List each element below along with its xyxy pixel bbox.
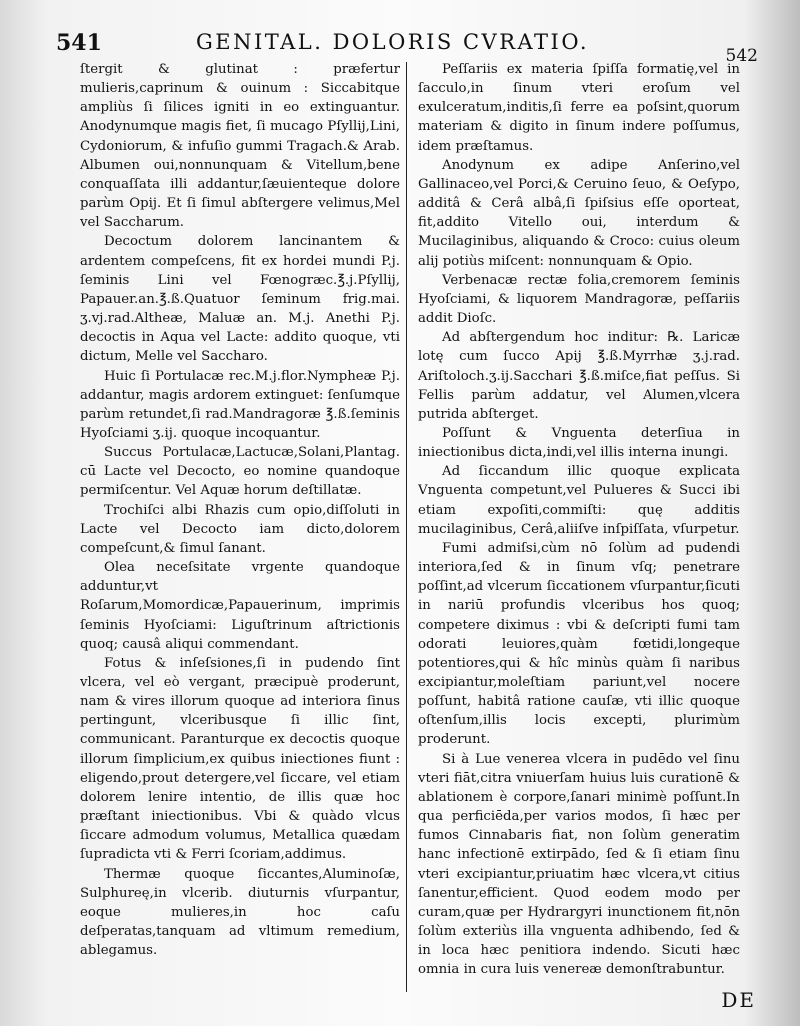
paragraph: Thermæ quoque ſiccantes,Aluminoſæ, Sulphureę,in vlcerib. diuturnis vſurpantur, eoque mulieres,in hoc caſu deſperatas,tanquam ad vltimum remedium, ablegamus. [80, 866, 400, 959]
paragraph: Anodynum ex adipe Anſerino,vel Gallinaceo,vel Porci,& Ceruino ſeuo, & Oeſypo, additâ & Cerâ albâ,ſi ſpiſsius eſſe oporteat, fit,addito Vitello oui, interdum & Mucilaginibus, aliquando & Croco: cuius oleum alij potiùs miſcent: nonnunquam & Opio. [418, 157, 740, 269]
catchword: DE [721, 988, 756, 1012]
paragraph: Ad abſtergendum hoc inditur: ℞. Laricæ lotę cum ſucco Apij ℥.ß.Myrrhæ ʒ.j.rad. Ariſtoloch.ʒ.ij.Sacchari ℥.ß.miſce,fiat peſſus. Si Fellis parùm addatur, vel Alumen,vlcera putrida abſterget. [418, 330, 740, 422]
paragraph: Trochiſci albi Rhazis cum opio,diſſoluti in Lacte vel Decocto iam dicto,dolorem compeſcunt,& ſimul ſanant. [80, 502, 400, 556]
page-header [56, 24, 758, 66]
paragraph: Decoctum dolorem lancinantem & ardentem compeſcens, fit ex hordei mundi P.j. ſeminis Lini vel Fœnogræc.℥.j.Pſyllij, Papauer.an.℥.ß.Quatuor ſeminum frig.mai. ʒ.vj.rad.Altheæ, Maluæ an. M.j. Anethi P.j. decoctis in Aqua vel Lacte: addito quoque, vti dictum, Melle vel Saccharo. [80, 234, 400, 365]
paragraph: Ad ſiccandum illic quoque explicata Vnguenta competunt,vel Pulueres & Succi ibi etiam expoſiti,commiſti: quę additis mucilaginibus, Cerâ,aliiſve inſpiſſata, vſurpetur. [418, 464, 740, 537]
paragraph: Huic ſi Portulacæ rec.M.j.flor.Nympheæ P.j. addantur, magis ardorem extinguet: ſenſumque parùm retundet,ſi rad.Mandragoræ ℥.ß.ſeminis Hyoſciami ʒ.ij. quoque incoquantur. [80, 368, 400, 441]
column-divider [406, 62, 407, 992]
paragraph: Fumi admiſsi,cùm nō ſolùm ad pudendi interiora,ſed & in ſinum vſq; penetrare poſſint,ad vlcerum ſiccationem vſurpantur,ſicuti in nariū profundis vlceribus hos quoq; competere diximus : vbi & deſcripti fumi tam odorati leuiores,quàm fœtidi,longeque potentiores,qui & hîc minùs quàm ſi naribus excipiantur,moleſtiam pariunt,vel nocere poſſunt, habitâ ratione cauſæ, vti illic quoque oſtenſum,illis locis excepti, plurimùm proderunt. [418, 540, 740, 748]
page-number-left: 541 [56, 30, 102, 56]
paragraph: ſtergit & glutinat : præfertur mulieris,caprinum & ouinum : Siccabitque ampliùs ſi ſilices igniti in eo extinguantur. Anodynumque magis fiet, ſi mucago Pſyllij,Lini, Cydoniorum, & infuſio gummi Tragach.& Arab. Albumen oui,nonnunquam & Vitellum,bene conquaſſata illi addantur,ſæuienteque dolore parùm Opij. Et ſi ſimul abſtergere velimus,Mel vel Saccharum. [80, 62, 400, 231]
paragraph: Peſſariis ex materia ſpiſſa formatię,vel in ſacculo,in ſinum vteri eroſum vel exulceratum,inditis,ſi ferre ea poſsint,quorum materiam & digito in ſinum indere poſſumus, idem præſtamus. [418, 62, 740, 154]
paragraph: Verbenacæ rectæ folia,cremorem ſeminis Hyoſciami, & liquorem Mandragoræ, peſſariis addit Dioſc. [418, 272, 740, 327]
running-title: GENITAL. DOLORIS CVRATIO. [196, 30, 590, 54]
paragraph: Poſſunt & Vnguenta deterſiua in iniectionibus dicta,indi,vel illis interna inungi. [418, 425, 740, 461]
paragraph: Olea neceſsitate vrgente quandoque adduntur,vt Roſarum,Momordicæ,Papauerinum, imprimis ſeminis Hyoſciami: Liguſtrinum aſtrictionis quoq; causâ aliqui commendant. [80, 560, 400, 652]
paragraph: Succus Portulacæ,Lactucæ,Solani,Plantag. cū Lacte vel Decocto, eo nomine quandoque permiſcentur. Vel Aquæ horum deſtillatæ. [80, 445, 400, 499]
paragraph: Si à Lue venerea vlcera in pudēdo vel ſinu vteri fiāt,citra vniuerſam huius luis curationē & ablationem è corpore,ſanari minimè poſſunt.In qua perficiēda,per varios modos, ſi hæc per fumos Cinnabaris fiat, non ſolùm generatim hanc infectionē extirpādo, ſed & ſi etiam ſinu vteri excipiantur,priuatim hæc vlcera,vt citius ſanentur,efficient. Quod eodem modo per curam,quæ per Hydrargyri inunctionem fit,nōn ſolùm exteriùs illa vnguenta adhibendo, ſed & in loca hæc penitiora indendo. Sicuti hæc omnia in cura luis venereæ demonſtrabuntur. [418, 751, 740, 978]
paragraph: Fotus & inſeſsiones,ſi in pudendo ſint vlcera, vel eò vergant, præcipuè proderunt, nam & vires illorum quoque ad interiora ſinus pertingunt, vlceribusque ſi illic ſint, communicant. Paranturque ex decoctis quoque illorum ſimplicium,ex quibus iniectiones fiunt : eligendo,prout detergere,vel ſiccare, vel etiam dolorem lenire intentio, de illis quæ hoc præſtant iniectionibus. Vbi & quàdo vlcus ſiccare admodum volumus, Metallica quædam ſupradicta vti & Ferri ſcoriam,addimus. [80, 655, 400, 863]
page-number-right: 542 [725, 46, 758, 66]
right-column [418, 60, 740, 980]
left-column [80, 60, 400, 960]
